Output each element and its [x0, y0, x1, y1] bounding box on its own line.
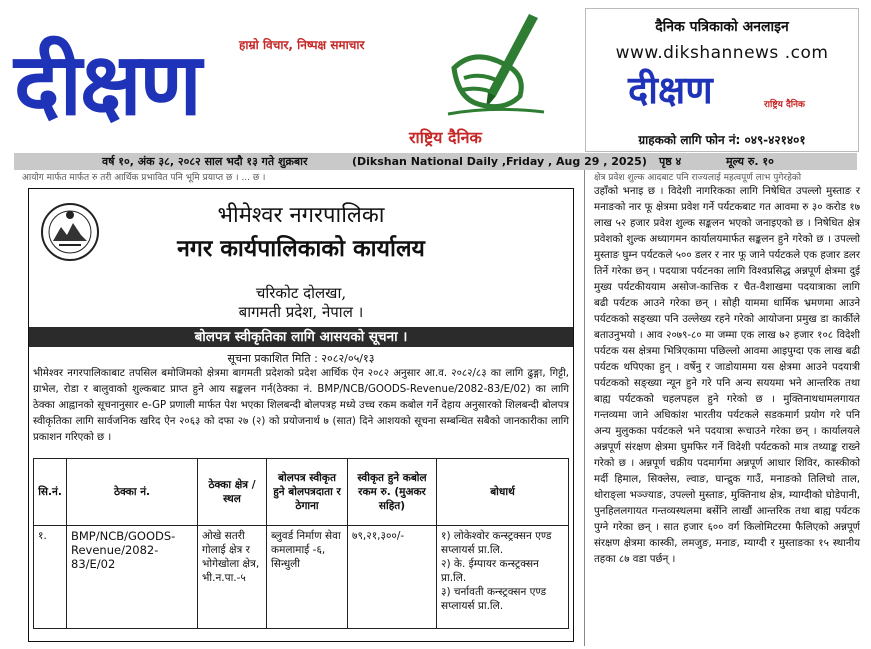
header-cc: बोधार्थ — [437, 459, 569, 526]
cell-area: ओखे सतरी गोलाई क्षेत्र र भोगेखोला क्षेत्र, भी.न.पा.-५ — [198, 526, 267, 629]
pen-hand-icon — [434, 8, 554, 128]
header-amount: स्वीकृत हुने कबोल रकम रु. (मुअकर सहित) — [348, 459, 437, 526]
cell-bidder: ब्लुवर्ड निर्माण सेवा कमलामाई -६, सिन्धुली — [267, 526, 348, 629]
publication-date: सूचना प्रकाशित मिति : २०८२/०५/१३ — [227, 352, 375, 365]
column-divider — [584, 170, 585, 646]
website-link[interactable]: www.dikshannews .com — [615, 43, 829, 63]
small-logo-subtitle: राष्ट्रिय दैनिक — [764, 100, 805, 110]
cc-item: २) के. ईम्पायर कन्स्ट्रक्सन प्रा.लि. — [441, 558, 539, 584]
masthead — [0, 0, 871, 178]
subtitle: राष्ट्रिय दैनिक — [409, 128, 482, 147]
article-text: उहाँको भनाइ छ । विदेशी नागरिकका लागि निषेधित उपल्लो मुस्ताङ र मनाङको नार फू क्षेत्रमा प्रवेश गर्ने पर्यटकबाट गत आवमा रु ३० करोड १७ लाख ५२ हजार प्रवेश शुल्क सङ्कलन भएको जनाइएको छ । निषेधित क्षेत्र प्रवेशको शुल्क अध्यागमन कार्यालयमार्फत सङ्कलन हुने गरेको छ । उपल्लो मुस्ताङ घुम्न पर्यटकले ५०० डलर र नार फू जाने पर्यटकले एक हजार डलर तिर्ने गरेका छन् । पदयात्रा पर्यटनका लागि विश्वप्रसिद्ध अन्नपूर्ण क्षेत्रमा दुई मुख्य पर्यटकीययाम असोज-कात्तिक र चैत-वैशाखमा पदयात्राका लागि बढी पर्यटक आउने गरेका छन् । सोही याममा धार्मिक भ्रमणमा आउने पर्यटकको सङ्ख्या पनि उल्लेख्य रहने गरेको आयोजना प्रमुख डा कार्कीले बताउनुभयो । आव २०७९-८० मा जम्मा एक लाख ७२ हजार १०८ विदेशी पर्यटक यस क्षेत्रमा भित्रिएकामा पछिल्लो आवमा आइपुग्दा एक लाख बढी पर्यटक थपिएका हुन् । वर्षेनु र जाडोयाममा यस क्षेत्रमा आउने पदयात्री पर्यटकको सङ्ख्या न्यून हुने गरे पनि अन्य सययमा भने आन्तरिक तथा बाह्य पर्यटकको चहलपहल हुने गरेको छ । मुक्तिनाथधामलगायत गन्तव्यमा जाने अधिकांश भारतीय पर्यटकले सडकमार्ग प्रयोग गरे पनि अन्य मुलुकका पर्यटकले भने पदयात्रा रूचाउने गरेका छन् । कार्यालयले अन्नपूर्ण संरक्षण क्षेत्रमा घुमफिर गर्ने विदेशी पर्यटकको मात्र तथ्याङ्क राख्ने गरेको छ । अन्नपूर्ण चक्रीय पदमार्गमा अन्नपूर्ण आधार शिविर, कास्कीको मर्दी हिमाल, सिक्लेस, ल्वाङ, घान्द्रुक गाउँ, मनाङको तिलिचो ताल, थोराङ्ला भञ्ज्याङ, उपल्लो मुस्ताङ, मुक्तिनाथ क्षेत्र, म्याग्दीको घोडेपानी, पुनहिललगायत गन्तव्यस्थलमा बर्सेनि लाखौं आन्तरिक तथा बाह्य पर्यटक पुग्ने गरेका छन् । सात हजार ६०० वर्ग किलोमिटरमा फैलिएको अन्नपूर्ण संरक्षण क्षेत्रमा कास्की, लमजुङ, मनाङ, म्याग्दी र मुस्ताङका १५ स्थानीय तहका ८७ वडा पर्छन् । — [594, 186, 860, 565]
newspaper-logo-block — [14, 8, 554, 150]
issue-info: वर्ष १०, अंक ३८, २०८२ साल भदौ १३ गते शुक्रबार — [102, 155, 308, 168]
table-row — [34, 526, 569, 629]
tagline: हाम्रो विचार, निष्पक्ष समाचार — [239, 38, 365, 52]
online-title: दैनिक पत्रिकाको अनलाइन — [655, 19, 789, 35]
online-edition-box — [585, 8, 859, 152]
page-number: पृष्ठ ४ — [659, 155, 682, 168]
header-contract-no: ठेक्का नं. — [67, 459, 198, 526]
notice-heading-banner: बोलपत्र स्वीकृतिका लागि आसयको सूचना । — [29, 327, 573, 347]
cell-cc — [437, 526, 569, 629]
cut-text-line: आयोग मार्फत मार्फत रु तरी आर्थिक प्रभावित पनि भूमि प्रयाप्त छ । ... छ । — [22, 173, 266, 183]
english-date: (Dikshan National Daily ,Friday , Aug 29 , 2025) — [352, 155, 647, 168]
header-bidder: बोलपत्र स्वीकृत हुने बोलपत्रदाता र ठेगाना — [267, 459, 348, 526]
tender-table — [33, 458, 569, 629]
address-line-1: चरिकोट दोलखा, — [255, 284, 347, 302]
header-area: ठेक्का क्षेत्र / स्थल — [198, 459, 267, 526]
cc-item: ३) चर्नावती कन्स्ट्रक्सन एण्ड सप्लायर्स प्रा.लि. — [441, 586, 547, 612]
notice-column — [22, 173, 578, 646]
article-column — [594, 173, 860, 646]
office-name: नगर कार्यपालिकाको कार्यालय — [177, 236, 425, 262]
cell-sn: १. — [34, 526, 67, 629]
cc-item: १) लोकेश्वोर कन्स्ट्रक्सन एण्ड सप्लायर्स प्रा.लि. — [441, 530, 552, 556]
subscriber-phone: ग्राहकको लागि फोन नं: ०४९-४२१४०१ — [638, 133, 806, 147]
cut-text-line: क्षेत्र प्रवेश शुल्क आदबाट पनि राज्यलाई महत्वपूर्ण लाभ पुगेरहेको — [594, 173, 802, 183]
newspaper-logo: दीक्षण — [14, 35, 200, 135]
dateline-bar — [14, 153, 857, 170]
cell-amount: ७९,२१,३००/- — [348, 526, 437, 629]
notice-body: भीमेश्वर नगरपालिकाबाट तपसिल बमोजिमको क्षेत्रमा बागमती प्रदेशको प्रदेश आर्थिक ऐन २०८२ अनुसार आ.व. २०८२/८३ का लागि ढुङ्गा, गिट्टी, ग्राभेल, रोडा र बालुवाको शुल्कबाट प्राप्त हुने आय सङ्कलन गर्न(ठेक्का नं. BMP/NCB/GOODS-Revenue/2082-83/E/02) का लागि ठेक्का आह्वानको सूचनानुसार e-GP प्रणाली मार्फत पेश भएका शिलबन्दी बोलपत्रह मध्ये उच्च रकम कबोल गर्ने देहाय अनुसारको शिलबन्दी बोलपत्र स्वीकृतिका लागि सार्वजनिक खरिद ऐन २०६३ को दफा २७ (२) को प्रयोजनार्थ ७ (सात) दिने आशयको सूचना सम्बन्धित सबैको जानकारीका लागि प्रकाशन गरिएको छ । — [33, 368, 569, 443]
cell-contract-no: BMP/NCB/GOODS-Revenue/2082-83/E/02 — [67, 526, 198, 629]
municipality-name: भीमेश्वर नगरपालिका — [217, 203, 385, 228]
public-notice — [28, 188, 574, 642]
address-line-2: बागमती प्रदेश, नेपाल । — [238, 303, 364, 321]
table-header-row — [34, 459, 569, 526]
header-sn: सि.नं. — [34, 459, 67, 526]
price: मूल्य रु. १० — [726, 155, 774, 168]
small-logo: दीक्षण — [628, 68, 713, 112]
